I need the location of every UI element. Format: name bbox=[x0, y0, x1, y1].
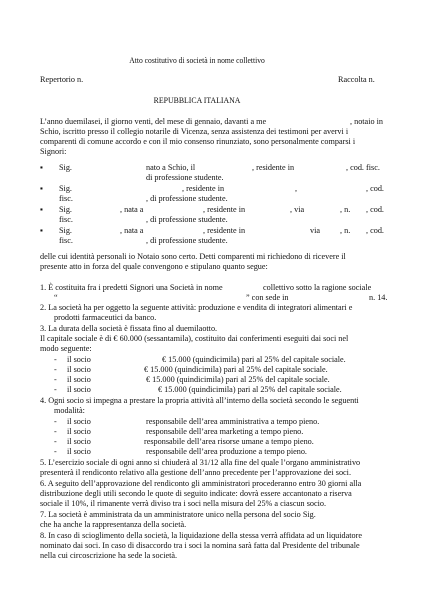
bullet-4: ▪ bbox=[40, 226, 43, 235]
art4-line-1: 4. Ogni socio si impegna a prestare la propria attività all’interno della società secondo le seguenti bbox=[40, 396, 359, 405]
art1-line-2a: “ bbox=[54, 293, 58, 302]
person-2-sig: Sig. bbox=[59, 184, 72, 193]
bullet-3: ▪ bbox=[40, 205, 43, 214]
quota-amount-1: € 15.000 (quindicimila) pari al 25% del capitale sociale. bbox=[162, 355, 346, 364]
art5-line-2: presenterà il rendiconto relativo alla gestione dell’anno precedente per l’approvazione dei soci. bbox=[40, 468, 351, 477]
person-4-profession: , di professione studente. bbox=[146, 236, 228, 245]
quota-label-3: il socio bbox=[67, 375, 91, 384]
role-text-4: responsabile dell’area produzione a tempo pieno. bbox=[146, 447, 307, 456]
person-1-codfisc: , cod. fisc. bbox=[346, 163, 380, 172]
art2-line-2: prodotti farmaceutici da banco. bbox=[54, 313, 157, 322]
quota-dash-3: - bbox=[54, 375, 57, 384]
person-1-residence: , residente in bbox=[252, 163, 295, 172]
heading-repubblica: REPUBBLICA ITALIANA bbox=[153, 95, 241, 105]
art6-line-3: sociale il 10%, il rimanente verrà diviso tra i soci nella misura del 25% a ciascun socio. bbox=[40, 499, 327, 508]
quota-amount-4: € 15.000 (quindicimila) pari al 25% del capitale sociale. bbox=[158, 385, 342, 394]
role-text-3: responsabile dell’area risorse umane a tempo pieno. bbox=[144, 437, 314, 446]
art6-line-2: distribuzione degli utili secondo le quote di seguito indicate: dovrà essere accantonato a riserva bbox=[40, 489, 352, 498]
quota-amount-2: € 15.000 (quindicimila) pari al 25% del capitale sociale. bbox=[144, 365, 328, 374]
person-4-fisc: fisc. bbox=[59, 236, 73, 245]
person-2-residence: , residente in bbox=[182, 184, 225, 193]
role-label-2: il socio bbox=[67, 427, 91, 436]
art3-line: 3. La durata della società è fissata fino al duemilaotto. bbox=[40, 324, 218, 333]
person-2-profession: , di professione studente. bbox=[146, 194, 228, 203]
person-3-birth: , nata a bbox=[120, 205, 144, 214]
art1-line-2b: ” con sede in bbox=[246, 293, 289, 302]
repertorio-label: Repertorio n. bbox=[40, 75, 84, 84]
intro-line-3: comparenti di comune accordo e con il mio consenso rinunziato, sono personalmente comparsi i bbox=[40, 137, 356, 146]
art1-line-1a: 1. È costituita fra i predetti Signori una Società in nome bbox=[40, 283, 223, 292]
person-4-cod: , cod. bbox=[366, 226, 384, 235]
intro-line-4: Signori: bbox=[40, 147, 67, 156]
person-1-profession: di professione studente. bbox=[146, 173, 224, 182]
intro-line-1-end: , notaio in bbox=[350, 117, 383, 126]
person-3-cod: , cod. bbox=[366, 205, 384, 214]
art1-line-1b: collettivo sotto la ragione sociale bbox=[263, 283, 372, 292]
capital-line-1: Il capitale sociale è di € 60.000 (sessantamila), costituito dai conferimenti eseguiti dai soci nel bbox=[40, 334, 349, 343]
person-3-number: , n. bbox=[340, 205, 351, 214]
quota-dash-2: - bbox=[54, 365, 57, 374]
art1-line-2c: n. 14. bbox=[369, 293, 388, 302]
person-2-cod: , cod. bbox=[366, 184, 384, 193]
art5-line-1: 5. L’esercizio sociale di ogni anno si chiuderà al 31/12 alla fine del quale l’organo amministrativo bbox=[40, 458, 361, 467]
person-2-comma: , bbox=[295, 184, 298, 193]
quota-dash-1: - bbox=[54, 355, 57, 364]
person-4-number: , n. bbox=[340, 226, 351, 235]
quota-dash-4: - bbox=[54, 385, 57, 394]
quota-label-4: il socio bbox=[67, 385, 91, 394]
person-1-sig: Sig. bbox=[59, 163, 72, 172]
art8-line-2: nominato dai soci. In caso di disaccordo tra i soci la nomina sarà fatta dal Presidente del tribunale bbox=[40, 541, 360, 550]
intro-line-1: L’anno duemilasei, il giorno venti, del mese di gennaio, davanti a me bbox=[40, 117, 267, 126]
person-1-birth: nato a Schio, il bbox=[146, 163, 196, 172]
person-3-via: , via bbox=[290, 205, 305, 214]
art7-line-1: 7. La società è amministrata da un amministratore unico nella persona del socio Sig. bbox=[40, 510, 316, 519]
person-3-fisc: fisc. bbox=[59, 215, 73, 224]
intro-line-2: Schio, iscritto presso il collegio notarile di Vicenza, senza assistenza dei testimoni per avervi i bbox=[40, 127, 349, 136]
quota-label-1: il socio bbox=[67, 355, 91, 364]
art7-line-2: che ha anche la rappresentanza della società. bbox=[40, 520, 187, 529]
role-text-2: responsabile dell’area marketing a tempo pieno. bbox=[146, 427, 304, 436]
role-label-3: il socio bbox=[67, 437, 91, 446]
quota-label-2: il socio bbox=[67, 365, 91, 374]
person-3-sig: Sig. bbox=[59, 205, 72, 214]
bullet-2: ▪ bbox=[40, 184, 43, 193]
identity-line-2: presente atto in forza del quale convengono e stipulano quanto segue: bbox=[40, 262, 268, 271]
role-dash-4: - bbox=[54, 447, 57, 456]
role-dash-2: - bbox=[54, 427, 57, 436]
person-3-residence: , residente in bbox=[203, 205, 246, 214]
art6-line-1: 6. A seguito dell’approvazione del rendiconto gli amministratori procederanno entro 30 giorni alla bbox=[40, 479, 362, 488]
person-4-sig: Sig. bbox=[59, 226, 72, 235]
role-label-4: il socio bbox=[67, 447, 91, 456]
person-4-via: via bbox=[310, 226, 321, 235]
person-4-residence: , residente in bbox=[203, 226, 246, 235]
art4-line-2: modalità: bbox=[54, 406, 85, 415]
role-label-1: il socio bbox=[67, 417, 91, 426]
quota-amount-3: € 15.000 (quindicimila) pari al 25% del capitale sociale. bbox=[146, 375, 330, 384]
person-4-birth: , nata a bbox=[120, 226, 144, 235]
role-dash-3: - bbox=[54, 437, 57, 446]
art8-line-1: 8. In caso di scioglimento della società, la liquidazione della stessa verrà affidata ad un liquidatore bbox=[40, 531, 363, 540]
capital-line-2: modo seguente: bbox=[40, 344, 92, 353]
role-text-1: responsabile dell’area amministrativa a tempo pieno. bbox=[146, 417, 320, 426]
identity-line-1: delle cui identità personali io Notaio sono certo. Detti comparenti mi richiedono di ricevere il bbox=[40, 252, 346, 261]
document-title: Atto costitutivo di società in nome collettivo bbox=[129, 56, 265, 65]
role-dash-1: - bbox=[54, 417, 57, 426]
raccolta-label: Raccolta n. bbox=[338, 75, 375, 84]
person-3-profession: , di professione studente. bbox=[146, 215, 228, 224]
person-2-fisc: fisc. bbox=[59, 194, 73, 203]
bullet-1: ▪ bbox=[40, 163, 43, 172]
art2-line-1: 2. La società ha per oggetto la seguente attività: produzione e vendita di integratori alimentari e bbox=[40, 303, 353, 312]
art8-line-3: nella cui circoscrizione ha sede la società. bbox=[40, 551, 178, 560]
